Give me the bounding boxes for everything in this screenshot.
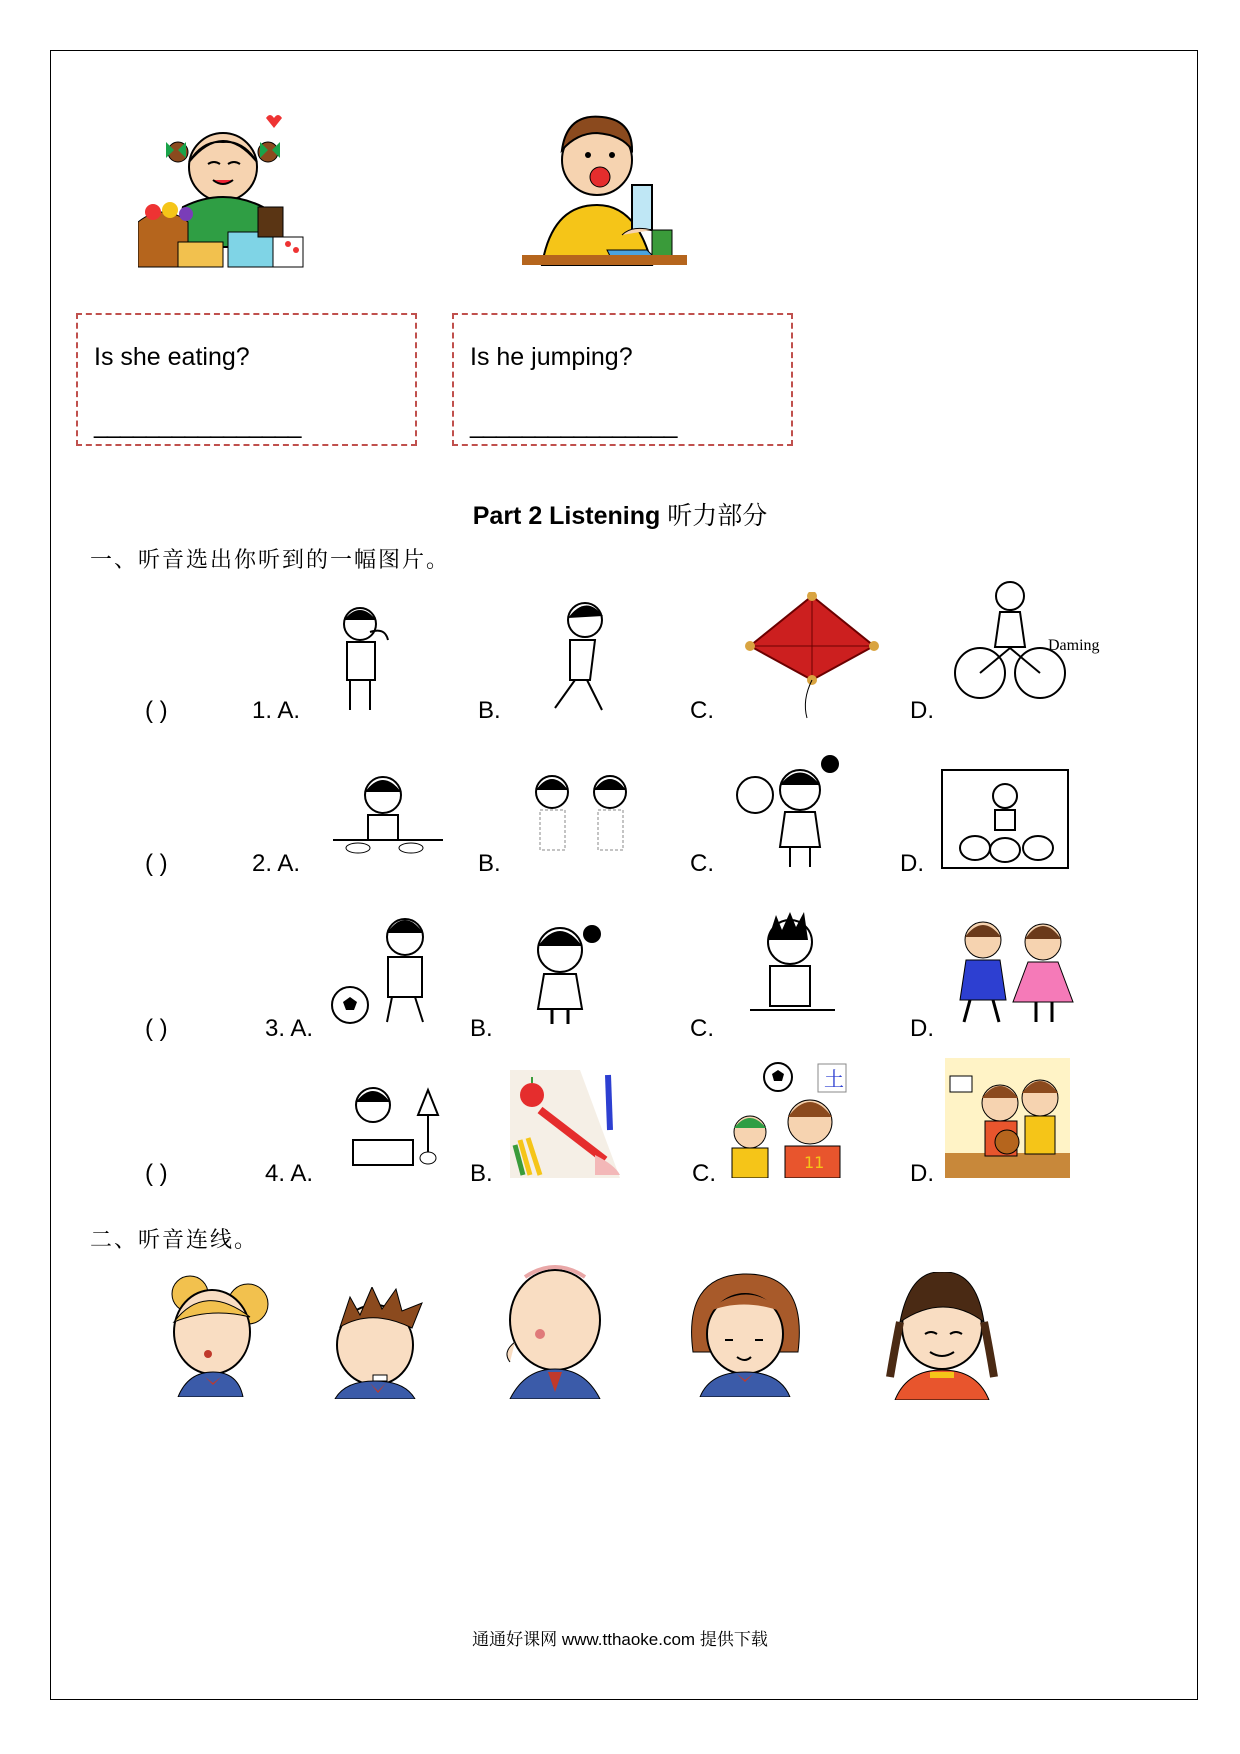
row-2-d: D. bbox=[900, 850, 924, 877]
part-2-title bbox=[0, 496, 1240, 532]
boy-at-table-sketch bbox=[333, 770, 443, 860]
section-1-heading: 一、听音选出你听到的一幅图片。 bbox=[90, 547, 451, 572]
row-4-b: B. bbox=[470, 1160, 493, 1187]
girl-pigtails-picture[interactable] bbox=[880, 1272, 1005, 1400]
boy-spiky-hair-picture[interactable] bbox=[325, 1287, 437, 1399]
jersey-number: 11 bbox=[804, 1153, 825, 1172]
row-1-label: 1. A. bbox=[252, 697, 301, 724]
row-2-b: B. bbox=[478, 850, 501, 877]
girl-blowing-bubble-sketch bbox=[735, 750, 850, 870]
daming-label: Daming bbox=[1048, 637, 1100, 654]
bald-boy-picture[interactable] bbox=[490, 1262, 615, 1399]
boy-writing-sketch bbox=[740, 910, 840, 1025]
page-border bbox=[50, 50, 1198, 1700]
part-2-title-en: Part 2 Listening bbox=[472, 502, 661, 530]
boy-eating-sketch bbox=[325, 602, 405, 717]
girl-standing-sketch bbox=[522, 920, 607, 1030]
row-4-label: 4. A. bbox=[265, 1160, 314, 1187]
footer-text: 通通好课网 www.tthaoke.com 提供下载 bbox=[472, 1630, 768, 1649]
row-3-d: D. bbox=[910, 1015, 934, 1042]
section-2-heading: 二、听音连线。 bbox=[90, 1227, 259, 1252]
row-2-c: C. bbox=[690, 850, 714, 877]
row-4-paren[interactable]: ( ) bbox=[145, 1160, 168, 1187]
question-jumping: Is he jumping? bbox=[470, 343, 633, 371]
question-eating: Is she eating? bbox=[94, 343, 250, 371]
girl-bob-hair-picture[interactable] bbox=[685, 1272, 803, 1397]
row-3-label: 3. A. bbox=[265, 1015, 314, 1042]
drummer-sketch bbox=[940, 768, 1070, 870]
row-4-c: C. bbox=[692, 1160, 716, 1187]
boys-with-football-picture bbox=[730, 1062, 855, 1178]
row-3-c: C. bbox=[690, 1015, 714, 1042]
two-children-sketch bbox=[522, 770, 642, 855]
boy-drinking-picture bbox=[522, 105, 687, 270]
girl-eating-sweets-picture bbox=[138, 112, 308, 272]
row-2-label: 2. A. bbox=[252, 850, 301, 877]
sign-label: 土 bbox=[824, 1067, 844, 1091]
kite-picture bbox=[742, 592, 882, 720]
row-1-b: B. bbox=[478, 697, 501, 724]
boy-walking-sketch bbox=[525, 598, 620, 716]
children-dancing-picture bbox=[948, 912, 1078, 1027]
drawing-apple-picture bbox=[510, 1070, 620, 1178]
answer-box-eating bbox=[76, 313, 417, 446]
answer-blank-jumping[interactable]: ________________ bbox=[470, 411, 677, 439]
row-2-paren[interactable]: ( ) bbox=[145, 850, 168, 877]
answer-box-jumping bbox=[452, 313, 793, 446]
daming-cycling-sketch bbox=[950, 578, 1100, 708]
row-3-b: B. bbox=[470, 1015, 493, 1042]
children-basketball-picture bbox=[945, 1058, 1070, 1178]
girl-blonde-buns-picture[interactable] bbox=[160, 1272, 272, 1397]
row-4-d: D. bbox=[910, 1160, 934, 1187]
boy-with-football-sketch bbox=[330, 915, 455, 1027]
part-2-title-cn: 听力部分 bbox=[667, 502, 768, 530]
answer-blank-eating[interactable]: ________________ bbox=[94, 411, 301, 439]
row-1-c: C. bbox=[690, 697, 714, 724]
boy-studying-sketch bbox=[333, 1080, 448, 1175]
row-3-paren[interactable]: ( ) bbox=[145, 1015, 168, 1042]
row-1-d: D. bbox=[910, 697, 934, 724]
row-1-paren[interactable]: ( ) bbox=[145, 697, 168, 724]
